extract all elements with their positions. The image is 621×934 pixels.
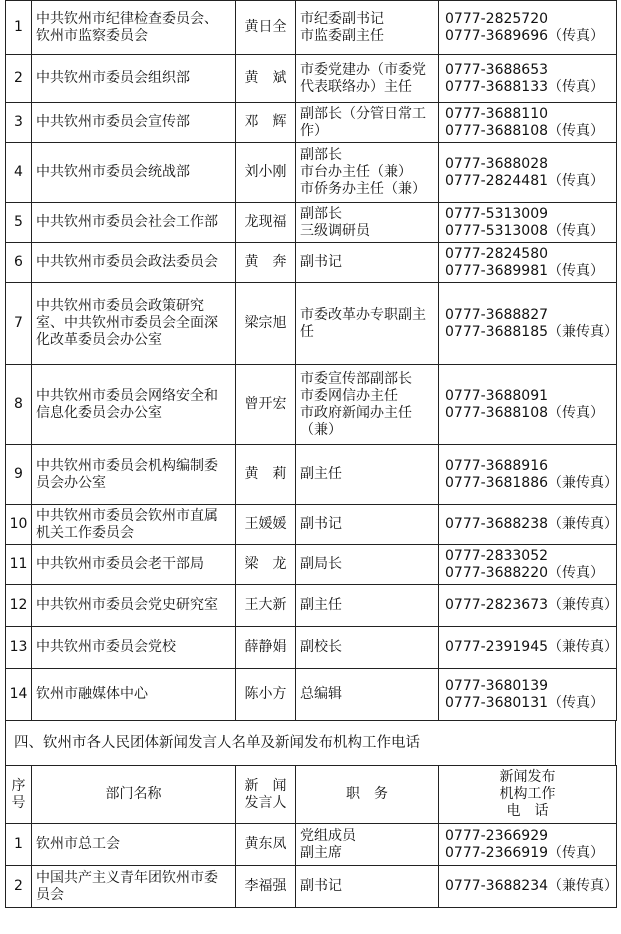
- spokesperson-name: 黄东凤: [236, 824, 296, 866]
- table-row: [6, 824, 617, 866]
- office-phone: 0777-2825720 0777-3689696（传真）: [439, 1, 617, 55]
- office-phone: 0777-2833052 0777-3688220（传真）: [439, 545, 617, 585]
- position-title: 副主任: [296, 445, 439, 505]
- department-name: 中共钦州市委员会统战部: [32, 143, 236, 203]
- office-phone: 0777-3688234（兼传真）: [439, 866, 617, 908]
- position-title: 市纪委副书记 市监委副主任: [296, 1, 439, 55]
- row-number: 6: [6, 243, 32, 283]
- row-number: 3: [6, 103, 32, 143]
- position-title: 副部长（分管日常工作）: [296, 103, 439, 143]
- position-title: 副书记: [296, 243, 439, 283]
- spokesperson-name: 陈小方: [236, 669, 296, 721]
- spokesperson-name: 王媛媛: [236, 505, 296, 545]
- department-name: 中共钦州市委员会党校: [32, 627, 236, 669]
- department-name: 中国共产主义青年团钦州市委员会: [32, 866, 236, 908]
- row-number: 4: [6, 143, 32, 203]
- position-title: 副书记: [296, 505, 439, 545]
- row-number: 13: [6, 627, 32, 669]
- position-title: 副主任: [296, 585, 439, 627]
- position-title: 副校长: [296, 627, 439, 669]
- row-number: 8: [6, 365, 32, 445]
- department-name: 中共钦州市委员会机构编制委员会办公室: [32, 445, 236, 505]
- table-row: [6, 365, 617, 445]
- office-phone: 0777-2823673（兼传真）: [439, 585, 617, 627]
- position-title: 市委改革办专职副主任: [296, 283, 439, 365]
- table-row: [6, 445, 617, 505]
- office-phone: 0777-2824580 0777-3689981（传真）: [439, 243, 617, 283]
- department-name: 中共钦州市委员会网络安全和信息化委员会办公室: [32, 365, 236, 445]
- table-row: [6, 143, 617, 203]
- row-number: 9: [6, 445, 32, 505]
- table-row: [6, 203, 617, 243]
- table-row: [6, 505, 617, 545]
- table-row: [6, 669, 617, 721]
- office-phone: 0777-2391945（兼传真）: [439, 627, 617, 669]
- table-row: [6, 627, 617, 669]
- spokesperson-name: 梁宗旭: [236, 283, 296, 365]
- spokesperson-name: 邓 辉: [236, 103, 296, 143]
- row-number: 5: [6, 203, 32, 243]
- table-row: [6, 866, 617, 908]
- department-name: 钦州市融媒体中心: [32, 669, 236, 721]
- office-phone: 0777-2366929 0777-2366919（传真）: [439, 824, 617, 866]
- spokesperson-name: 李福强: [236, 866, 296, 908]
- row-number: 1: [6, 1, 32, 55]
- header-dept: 部门名称: [32, 766, 236, 824]
- table-row: [6, 1, 617, 55]
- spokesperson-name: 薛静娟: [236, 627, 296, 669]
- department-name: 中共钦州市委员会党史研究室: [32, 585, 236, 627]
- department-name: 中共钦州市委员会钦州市直属机关工作委员会: [32, 505, 236, 545]
- position-title: 副部长 三级调研员: [296, 203, 439, 243]
- table-row: [6, 283, 617, 365]
- spokesperson-table-party: [5, 0, 617, 721]
- office-phone: 0777-3688110 0777-3688108（传真）: [439, 103, 617, 143]
- row-number: 2: [6, 55, 32, 103]
- position-title: 市委宣传部副部长 市委网信办主任 市政府新闻办主任（兼）: [296, 365, 439, 445]
- row-number: 1: [6, 824, 32, 866]
- table-row: [6, 103, 617, 143]
- position-title: 副局长: [296, 545, 439, 585]
- position-title: 党组成员 副主席: [296, 824, 439, 866]
- office-phone: 0777-3688238（兼传真）: [439, 505, 617, 545]
- position-title: 副书记: [296, 866, 439, 908]
- department-name: 中共钦州市委员会政法委员会: [32, 243, 236, 283]
- office-phone: 0777-3680139 0777-3680131（传真）: [439, 669, 617, 721]
- spokesperson-name: 黄 奔: [236, 243, 296, 283]
- office-phone: 0777-5313009 0777-5313008（传真）: [439, 203, 617, 243]
- department-name: 中共钦州市纪律检查委员会、钦州市监察委员会: [32, 1, 236, 55]
- spokesperson-table-groups: [5, 765, 617, 908]
- row-number: 11: [6, 545, 32, 585]
- position-title: 副部长 市台办主任（兼） 市侨务办主任（兼）: [296, 143, 439, 203]
- section-title: 四、钦州市各人民团体新闻发言人名单及新闻发布机构工作电话: [5, 721, 616, 765]
- office-phone: 0777-3688827 0777-3688185（兼传真）: [439, 283, 617, 365]
- office-phone: 0777-3688653 0777-3688133（传真）: [439, 55, 617, 103]
- row-number: 10: [6, 505, 32, 545]
- table-row: [6, 55, 617, 103]
- row-number: 12: [6, 585, 32, 627]
- office-phone: 0777-3688916 0777-3681886（兼传真）: [439, 445, 617, 505]
- spokesperson-name: 黄 斌: [236, 55, 296, 103]
- office-phone: 0777-3688091 0777-3688108（传真）: [439, 365, 617, 445]
- header-phone: 新闻发布 机构工作 电 话: [439, 766, 617, 824]
- spokesperson-name: 曾开宏: [236, 365, 296, 445]
- table-header-row: [6, 766, 617, 824]
- position-title: 市委党建办（市委党代表联络办）主任: [296, 55, 439, 103]
- spokesperson-name: 王大新: [236, 585, 296, 627]
- department-name: 中共钦州市委员会宣传部: [32, 103, 236, 143]
- header-no: 序 号: [6, 766, 32, 824]
- department-name: 中共钦州市委员会组织部: [32, 55, 236, 103]
- department-name: 中共钦州市委员会社会工作部: [32, 203, 236, 243]
- document-sheet: [5, 0, 619, 908]
- spokesperson-name: 黄 莉: [236, 445, 296, 505]
- spokesperson-name: 刘小刚: [236, 143, 296, 203]
- spokesperson-name: 黄日全: [236, 1, 296, 55]
- table-row: [6, 545, 617, 585]
- spokesperson-name: 龙现福: [236, 203, 296, 243]
- position-title: 总编辑: [296, 669, 439, 721]
- table-row: [6, 243, 617, 283]
- header-title: 职 务: [296, 766, 439, 824]
- spokesperson-name: 梁 龙: [236, 545, 296, 585]
- department-name: 钦州市总工会: [32, 824, 236, 866]
- row-number: 7: [6, 283, 32, 365]
- office-phone: 0777-3688028 0777-2824481（传真）: [439, 143, 617, 203]
- table-row: [6, 585, 617, 627]
- department-name: 中共钦州市委员会老干部局: [32, 545, 236, 585]
- row-number: 14: [6, 669, 32, 721]
- row-number: 2: [6, 866, 32, 908]
- header-spokesperson: 新 闻 发言人: [236, 766, 296, 824]
- department-name: 中共钦州市委员会政策研究室、中共钦州市委员会全面深化改革委员会办公室: [32, 283, 236, 365]
